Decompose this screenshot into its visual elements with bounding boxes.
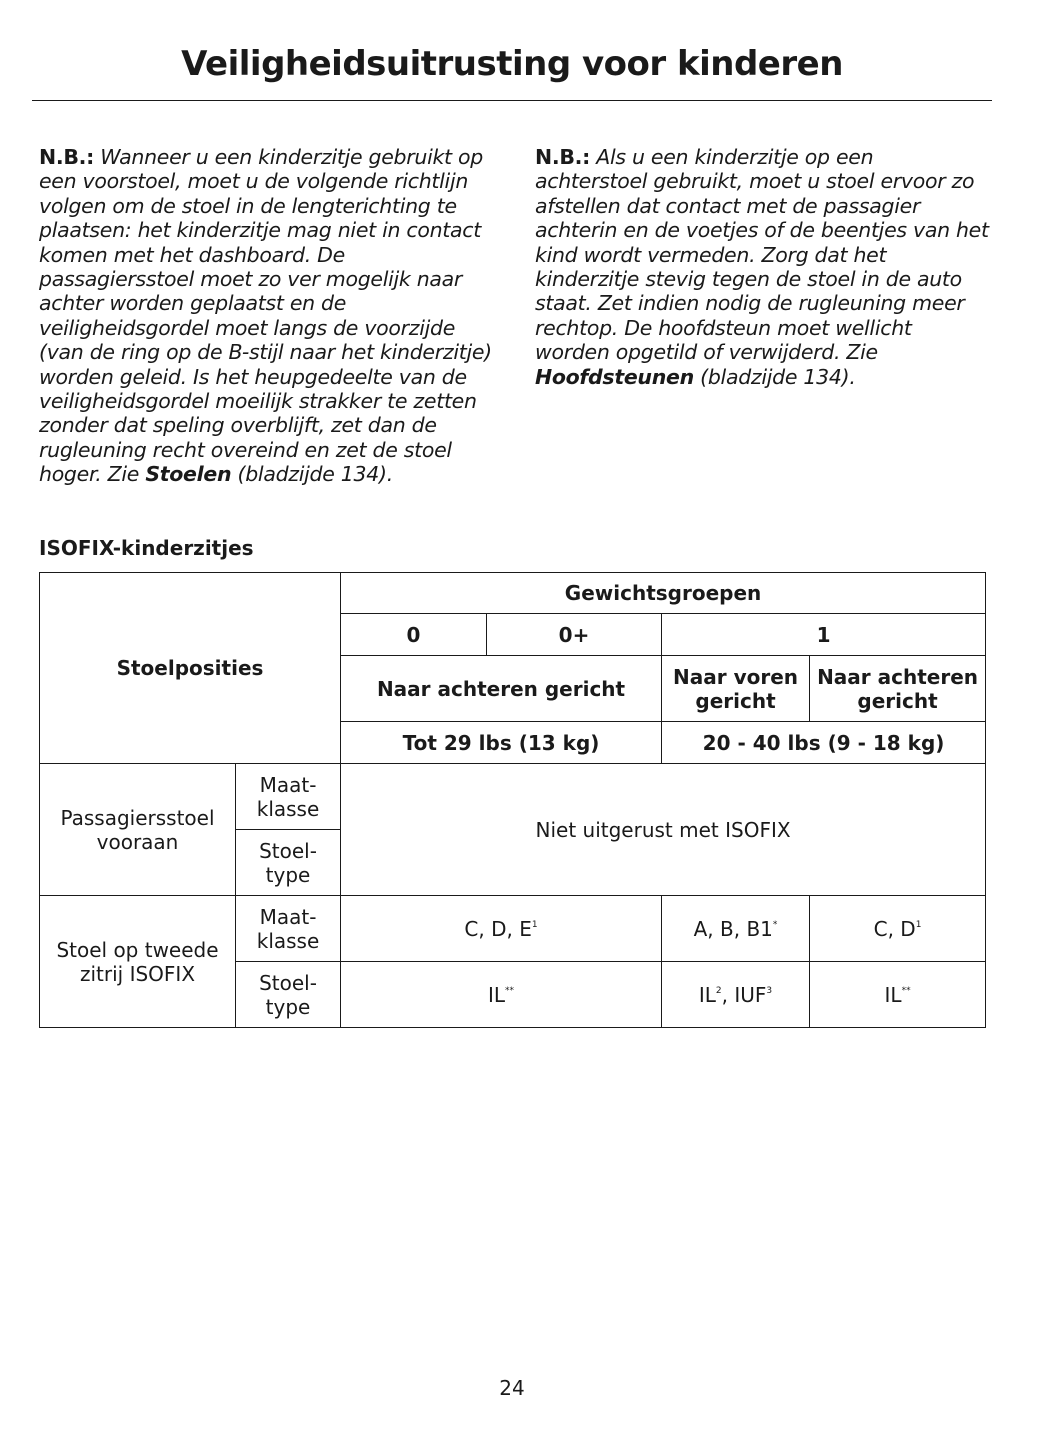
seat-type-label: Stoel-type: [236, 962, 341, 1028]
footnote-marker: 2: [715, 985, 722, 996]
header-group-1: 1: [662, 614, 986, 656]
second-row-type-rear-group-1: [810, 962, 986, 1028]
header-forward-facing: Naar voren gericht: [662, 656, 810, 722]
header-weight-group-0: Tot 29 lbs (13 kg): [341, 722, 662, 764]
header-weight-groups: Gewichtsgroepen: [341, 573, 986, 614]
seat-type-label: Stoel-type: [236, 830, 341, 896]
size-class-label: Maat-klasse: [236, 764, 341, 830]
note-label: N.B.:: [535, 145, 591, 169]
header-rear-facing-group-1: Naar achteren gericht: [810, 656, 986, 722]
note-text: Als u een kinderzitje op een achterstoel gebruikt, moet u stoel ervoor zo afstellen dat contact met de passagier achterin en de voetjes of de beentjes van het kind wordt vermeden. Zorg dat het kinderzitje stevig tegen de stoel in de auto staat. Zet indien nodig de rugleuning meer rechtop. De hoofdsteun moet wellicht worden opgetild of verwijderd. Zie: [535, 145, 989, 365]
cell-value: C, D: [873, 916, 916, 941]
note-rear-seat: [535, 145, 990, 389]
cell-value: IL: [698, 982, 716, 1007]
note-front-seat: [39, 145, 499, 487]
header-rear-facing: Naar achteren gericht: [341, 656, 662, 722]
footnote-marker: **: [901, 985, 911, 996]
note-text: Wanneer u een kinderzitje gebruikt op een voorstoel, moet u de volgende richtlijn volgen om de stoel in de lengterichting te plaatsen: het kinderzitje mag niet in contact komen met het dashboard. De passagiersstoel moet zo ver mogelijk naar achter worden geplaatst en de veiligheidsgordel moet langs de voorzijde (van de ring op de B-stijl naar het kinderzitje) worden geleid. Is het heupgedeelte van de veiligheidsgordel moeilijk strakker te zetten zonder dat speling overblijft, zet dan de rugleuning recht overeind en zet de stoel hoger. Zie: [39, 145, 492, 487]
note-page-ref: (bladzijde 134).: [693, 364, 856, 389]
footnote-marker: 3: [766, 985, 773, 996]
title-divider: [32, 100, 992, 101]
cell-value: , IUF: [721, 982, 767, 1007]
isofix-table: [39, 572, 986, 1028]
second-row-size-rear-group-0: [341, 896, 662, 962]
cross-reference-link[interactable]: Hoofdsteunen: [535, 364, 694, 389]
section-heading: ISOFIX-kinderzitjes: [39, 536, 254, 560]
size-class-label: Maat-klasse: [236, 896, 341, 962]
page-title: Veiligheidsuitrusting voor kinderen: [181, 44, 843, 84]
page-number: 24: [499, 1376, 525, 1400]
cell-value: IL: [487, 982, 506, 1007]
second-row-type-rear-group-0: [341, 962, 662, 1028]
header-group-0: 0: [341, 614, 487, 656]
front-seat-isofix-status: Niet uitgerust met ISOFIX: [341, 764, 986, 896]
cell-value: C, D, E: [464, 916, 532, 941]
second-row-size-forward: [662, 896, 810, 962]
note-label: N.B.:: [39, 145, 95, 169]
cell-value: IL: [884, 982, 902, 1007]
second-row-type-forward: [662, 962, 810, 1028]
footnote-marker: 1: [915, 919, 922, 930]
row-front-passenger-seat: Passagiersstoel vooraan: [40, 764, 236, 896]
header-group-0plus: 0+: [487, 614, 662, 656]
note-page-ref: (bladzijde 134).: [231, 462, 393, 487]
footnote-marker: 1: [531, 919, 538, 930]
second-row-size-rear-group-1: [810, 896, 986, 962]
header-seat-positions: Stoelposities: [40, 573, 341, 764]
header-weight-group-1: 20 - 40 lbs (9 - 18 kg): [662, 722, 986, 764]
cross-reference-link[interactable]: Stoelen: [145, 462, 232, 487]
footnote-marker: **: [505, 985, 515, 996]
footnote-marker: *: [772, 919, 778, 930]
row-second-row-seat: Stoel op tweede zitrij ISOFIX: [40, 896, 236, 1028]
cell-value: A, B, B1: [693, 916, 773, 941]
